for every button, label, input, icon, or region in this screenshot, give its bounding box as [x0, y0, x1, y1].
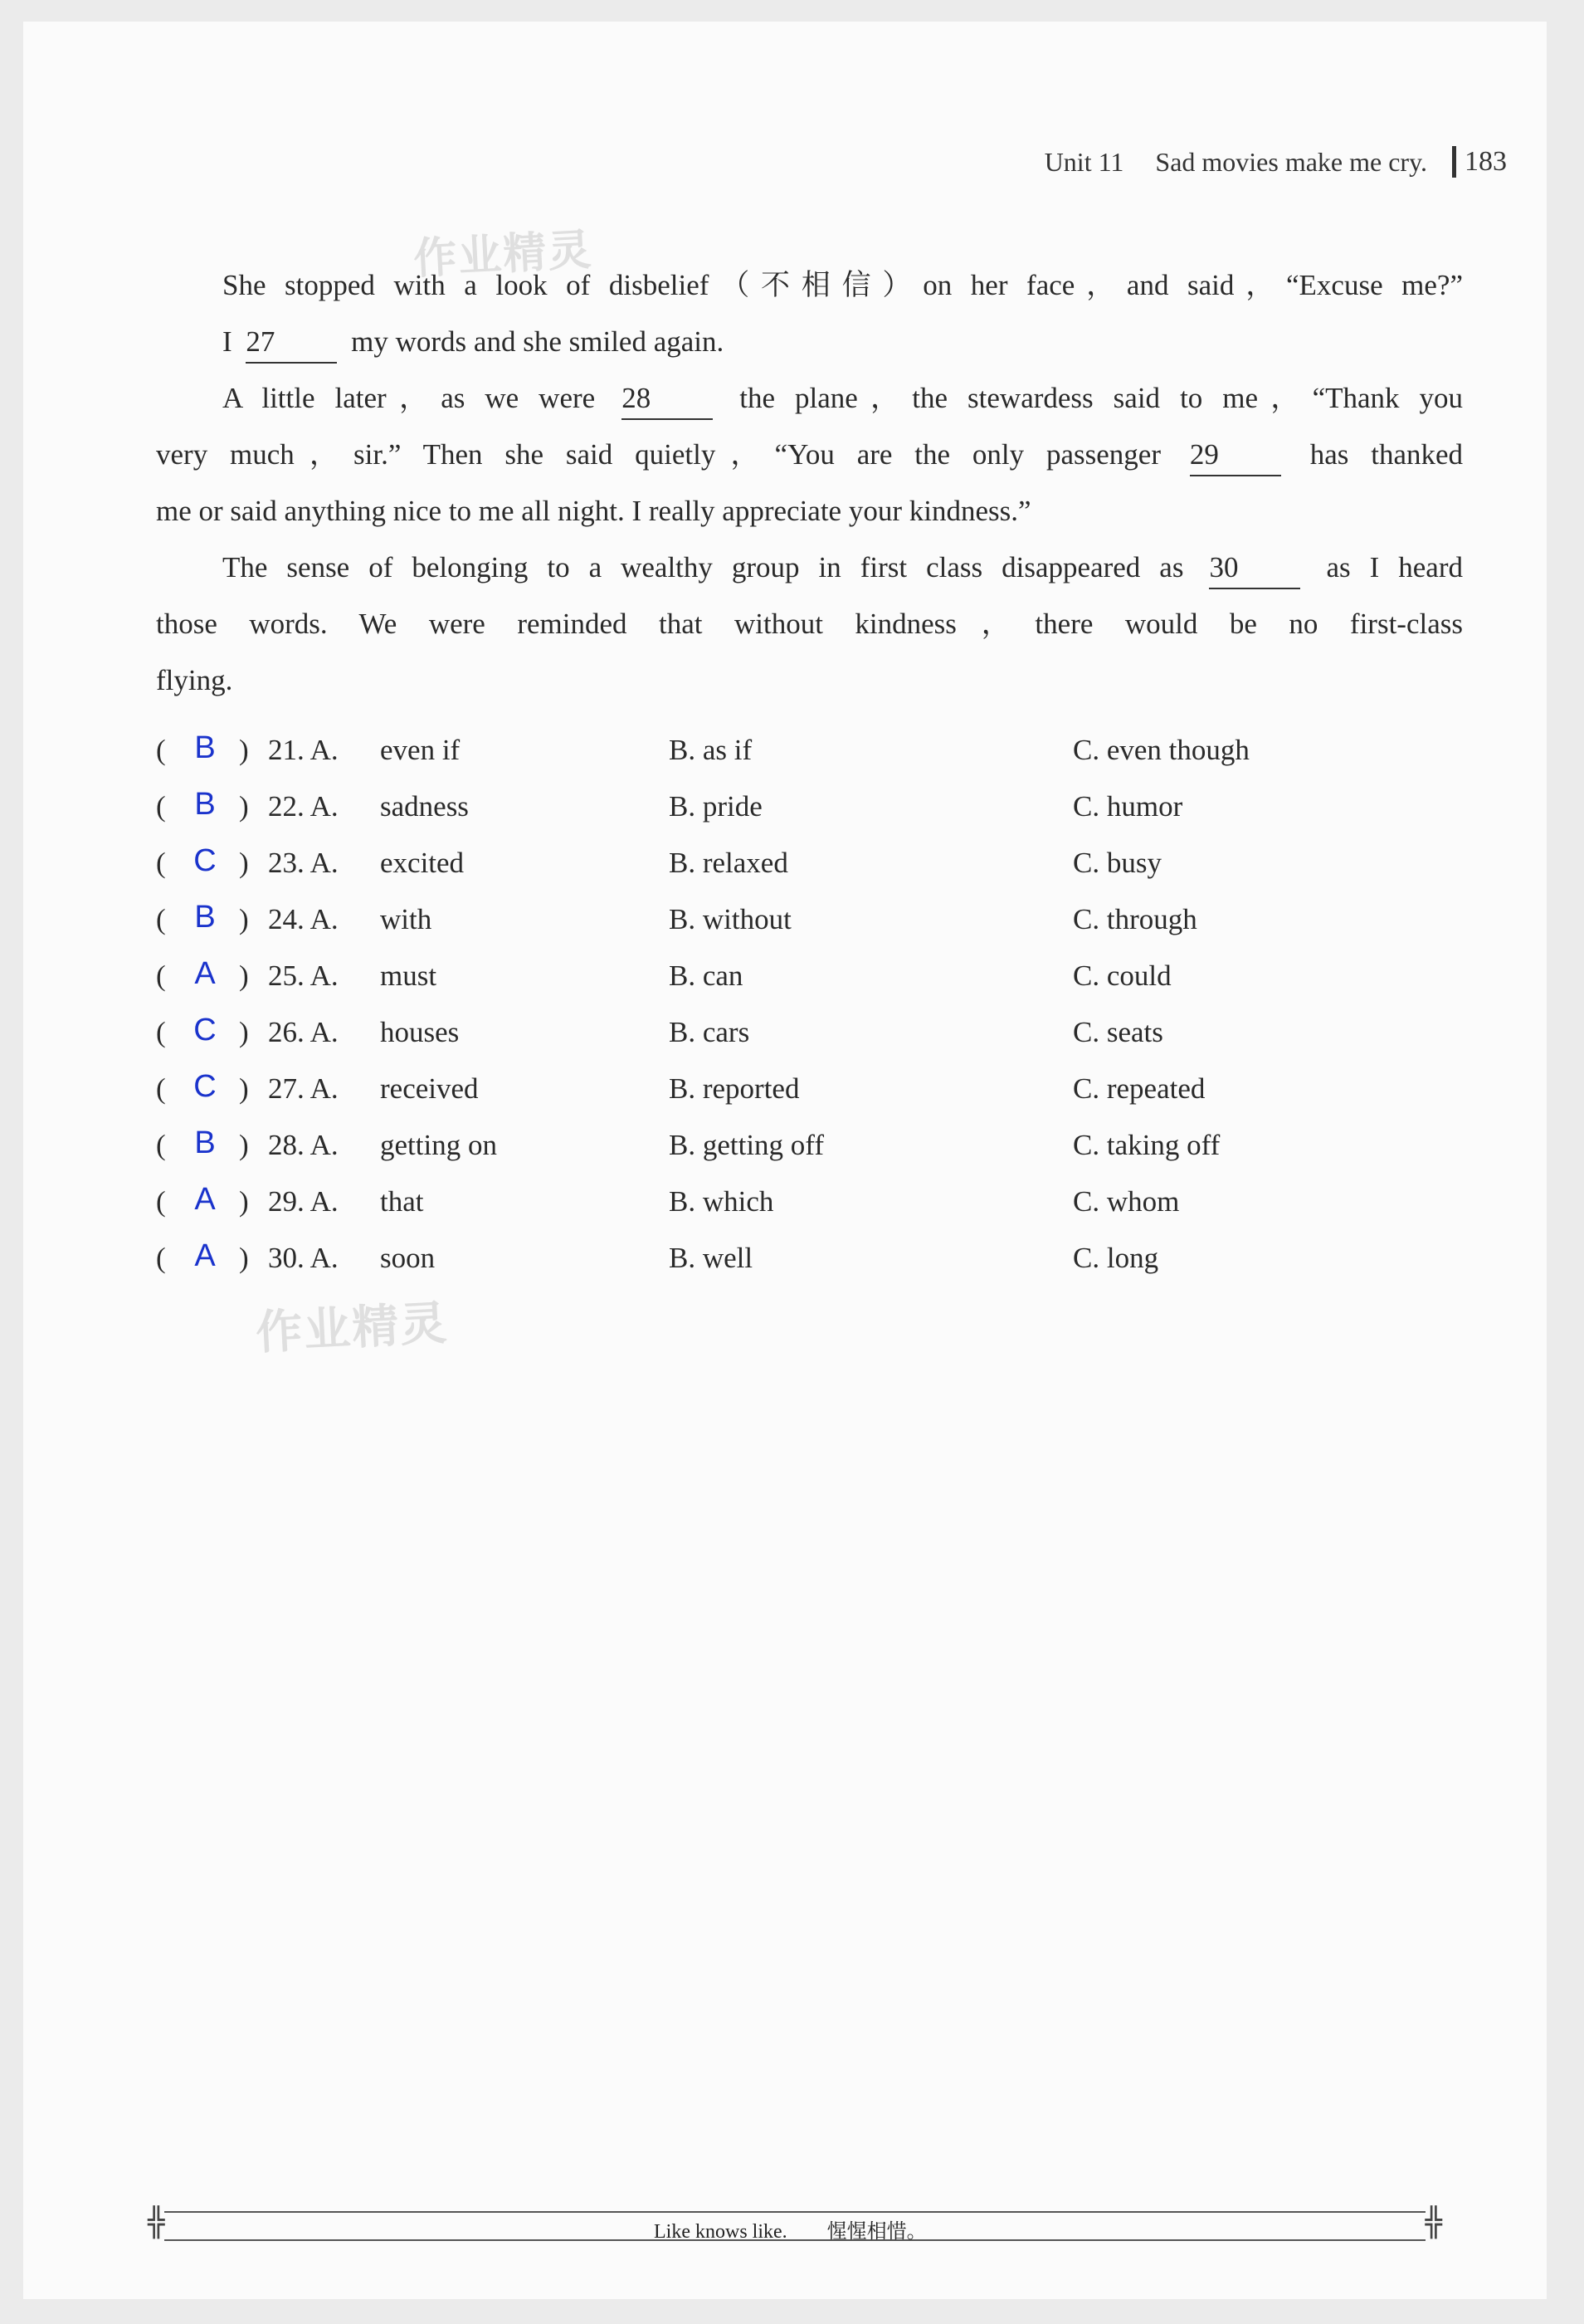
option-c: C. whom [1073, 1185, 1180, 1218]
paren-close: ) [239, 1016, 249, 1048]
option-b: B. pride [669, 790, 763, 823]
footer-rule-top [164, 2211, 1426, 2213]
answer-letter: C [193, 1013, 217, 1047]
question-number: 28. A. [268, 1129, 339, 1161]
p1-text: She stopped with a look of disbelief（不相信）on her face，and said，“Excuse me?” [222, 269, 1463, 301]
paren-close: ) [239, 959, 249, 992]
p3-line2-before: very much，sir.” Then she said quietly，“You are the only passenger [156, 438, 1161, 471]
blank-30: 30 [1209, 548, 1300, 589]
page-number: 183 [1465, 146, 1507, 177]
paragraph-1 [156, 257, 1463, 314]
question-number: 26. A. [268, 1016, 339, 1048]
option-c: C. could [1073, 959, 1172, 992]
footer-ornament-left: ╬ [148, 2206, 165, 2239]
p2-lead: I [222, 325, 232, 358]
paren-open: ( [156, 1016, 166, 1048]
option-b: B. can [669, 959, 743, 992]
option-b: B. getting off [669, 1129, 824, 1161]
paren-open: ( [156, 1242, 166, 1274]
question-row [156, 840, 1484, 896]
option-c: C. busy [1073, 847, 1162, 879]
p3-line2-after: has thanked [1309, 438, 1464, 471]
option-b: B. without [669, 903, 792, 935]
paren-close: ) [239, 1129, 249, 1161]
p4-line1-before: The sense of belonging to a wealthy group in first class disappeared as [222, 551, 1184, 583]
option-a: soon [380, 1242, 436, 1274]
option-a: excited [380, 847, 465, 879]
paren-open: ( [156, 1129, 166, 1161]
watermark: 作业精灵 [254, 1296, 450, 1361]
paren-open: ( [156, 1072, 166, 1105]
p3-line1-before: A little later，as we were [222, 382, 596, 414]
answer-letter: B [194, 1125, 216, 1160]
question-number: 29. A. [268, 1185, 339, 1218]
page-header [1045, 146, 1507, 178]
question-number: 24. A. [268, 903, 339, 935]
p3-line1-after: the plane，the stewardess said to me，“Thank you [739, 382, 1464, 414]
p4-line3: flying. [156, 664, 233, 696]
option-c: C. taking off [1073, 1129, 1221, 1161]
option-a: even if [380, 734, 461, 766]
answer-letter: C [193, 843, 217, 878]
option-b: B. well [669, 1242, 753, 1274]
option-b: B. relaxed [669, 847, 788, 879]
option-c: C. seats [1073, 1016, 1163, 1048]
option-a: that [380, 1185, 424, 1218]
paren-close: ) [239, 903, 249, 935]
question-number: 25. A. [268, 959, 339, 992]
paren-close: ) [239, 1185, 249, 1218]
answer-letter: C [193, 1069, 217, 1104]
blank-27: 27 [246, 322, 337, 364]
unit-label: Unit 11 [1044, 146, 1124, 177]
question-row [156, 1009, 1484, 1066]
p3-line3: me or said anything nice to me all night. I really appreciate your kindness.” [156, 495, 1031, 527]
paren-close: ) [239, 1242, 249, 1274]
answer-letter: B [194, 730, 216, 765]
paren-open: ( [156, 790, 166, 823]
question-number: 30. A. [268, 1242, 339, 1274]
question-number: 27. A. [268, 1072, 339, 1105]
option-a: with [380, 903, 432, 935]
p4-line2: those words. We were reminded that without kindness，there would be no first-class [156, 608, 1463, 640]
p2-after: my words and she smiled again. [351, 325, 724, 358]
footer-english: Like knows like. [654, 2221, 787, 2243]
option-a: getting on [380, 1129, 497, 1161]
paren-close: ) [239, 847, 249, 879]
footer-ornament-right: ╬ [1425, 2206, 1442, 2239]
paragraph-3-line-1 [156, 370, 1463, 427]
option-a: houses [380, 1016, 460, 1048]
question-row [156, 1066, 1484, 1122]
page [23, 22, 1547, 2299]
watermark: 作业精灵 [412, 225, 594, 285]
option-b: B. as if [669, 734, 753, 766]
question-row [156, 896, 1484, 953]
question-row [156, 1179, 1484, 1235]
question-list [156, 727, 1484, 1291]
paren-close: ) [239, 790, 249, 823]
paragraph-4-line-1 [156, 540, 1463, 596]
answer-letter: B [194, 787, 216, 822]
question-number: 21. A. [268, 734, 339, 766]
footer-proverb [654, 2214, 927, 2243]
question-number: 23. A. [268, 847, 339, 879]
question-row [156, 727, 1484, 784]
question-row [156, 1122, 1484, 1179]
question-number: 22. A. [268, 790, 339, 823]
paren-open: ( [156, 734, 166, 766]
option-a: sadness [380, 790, 469, 823]
unit-title: Sad movies make me cry. [1155, 146, 1427, 177]
question-row [156, 784, 1484, 840]
option-a: must [380, 959, 437, 992]
option-a: received [380, 1072, 479, 1105]
paren-open: ( [156, 1185, 166, 1218]
option-b: B. cars [669, 1016, 750, 1048]
blank-29: 29 [1190, 435, 1281, 476]
paragraph-2 [156, 314, 1463, 370]
header-divider [1452, 146, 1456, 178]
option-c: C. even though [1073, 734, 1250, 766]
paragraph-3-line-2 [156, 427, 1463, 483]
answer-letter: A [194, 1238, 216, 1273]
option-c: C. long [1073, 1242, 1159, 1274]
paren-close: ) [239, 734, 249, 766]
paren-close: ) [239, 1072, 249, 1105]
paragraph-3-line-3 [156, 483, 1463, 540]
question-row [156, 1235, 1484, 1291]
paren-open: ( [156, 903, 166, 935]
blank-28: 28 [621, 378, 713, 420]
p4-line1-after: as I heard [1326, 551, 1463, 583]
option-c: C. humor [1073, 790, 1183, 823]
answer-letter: A [194, 1182, 216, 1217]
answer-letter: B [194, 900, 216, 935]
paren-open: ( [156, 847, 166, 879]
option-c: C. through [1073, 903, 1197, 935]
page-footer [148, 2208, 1442, 2243]
question-row [156, 953, 1484, 1009]
option-b: B. which [669, 1185, 774, 1218]
paren-open: ( [156, 959, 166, 992]
paragraph-4-line-3 [156, 652, 1463, 709]
paragraph-4-line-2 [156, 596, 1463, 652]
option-c: C. repeated [1073, 1072, 1206, 1105]
answer-letter: A [194, 956, 216, 991]
footer-chinese: 惺惺相惜。 [826, 2219, 927, 2243]
option-b: B. reported [669, 1072, 800, 1105]
